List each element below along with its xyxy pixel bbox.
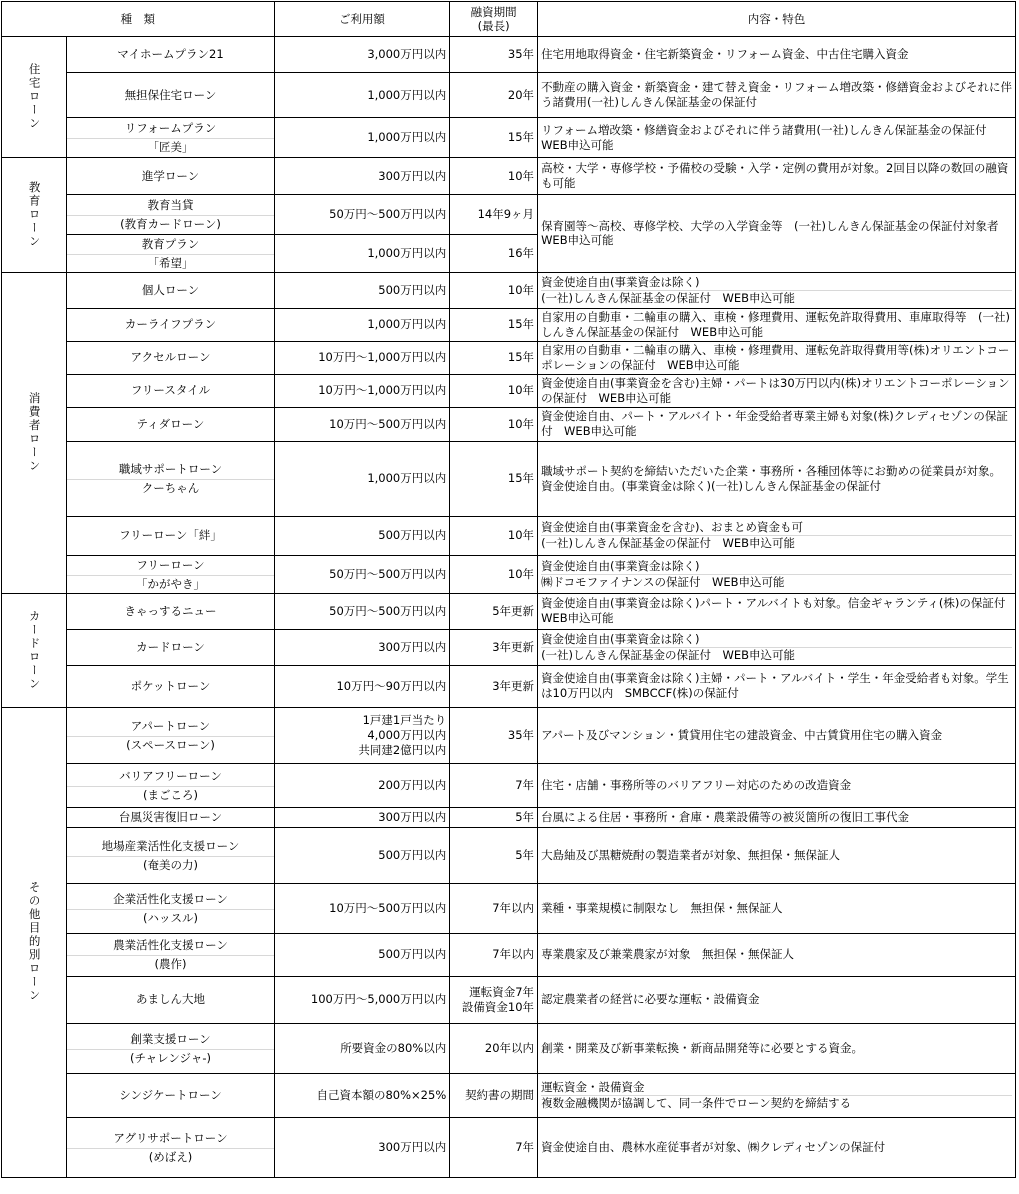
loan-name: リフォームプラン [124, 121, 217, 136]
loan-name: フリーローン「絆」 [119, 528, 222, 543]
loan-amount: 共同建2億円以内 [358, 742, 447, 757]
header-term-line1: 融資期間 [470, 4, 517, 19]
loan-term: 7年 [515, 777, 535, 792]
loan-description: 資金使途自由(事業資金は除く) [541, 558, 700, 573]
loan-term: 15年 [507, 317, 535, 332]
loan-amount-cell [274, 1023, 450, 1073]
loan-amount: 10万円～500万円以内 [329, 900, 447, 915]
loan-name-cell [67, 158, 274, 195]
loan-term: 15年 [507, 130, 535, 145]
loan-name-cell [67, 827, 274, 883]
table-row [2, 807, 1016, 827]
loan-description: 大島紬及び黒糖焼酎の製造業者が対象、無担保・無保証人 [541, 847, 841, 862]
loan-term: 10年 [507, 566, 535, 581]
loan-amount-cell [274, 976, 450, 1023]
loan-term-cell [450, 1023, 538, 1073]
loan-description: 資金使途自由、農林水産従事者が対象、㈱クレディセゾンの保証付 [541, 1139, 886, 1154]
loan-term: 10年 [507, 383, 535, 398]
loan-name-cell [67, 37, 274, 73]
table-row [2, 308, 1016, 341]
category-label: その他目的別ローン [27, 881, 42, 1003]
loan-term: 3年更新 [492, 678, 535, 693]
loan-name: マイホームプラン21 [117, 47, 224, 62]
loan-name-cell [67, 555, 274, 593]
loan-term-cell [450, 883, 538, 933]
loan-term-cell [450, 707, 538, 763]
loan-term: 15年 [507, 350, 535, 365]
loan-amount-cell [274, 341, 450, 374]
loan-amount-cell [274, 827, 450, 883]
loan-term-cell [450, 37, 538, 73]
table-row [2, 629, 1016, 665]
loan-term-cell [450, 1117, 538, 1177]
loan-description: 保育園等～高校、専修学校、大学の入学資金等 (一社)しんきん保証基金の保証付対象者 WEB申込可能 [541, 218, 1011, 248]
loan-term-cell [450, 441, 538, 516]
loan-term-cell [450, 272, 538, 308]
loan-description-cell [538, 308, 1016, 341]
loan-term-cell [450, 827, 538, 883]
loan-description: 認定農業者の経営に必要な運転・設備資金 [541, 992, 760, 1007]
loan-name-cell [67, 341, 274, 374]
loan-amount-cell [274, 763, 450, 807]
loan-description-cell [538, 195, 1016, 273]
loan-description: 資金使途自由(事業資金を含む)主婦・パートは30万円以内(株)オリエントコーポレーションの保証付 WEB申込可能 [541, 375, 1010, 405]
table-row [2, 555, 1016, 593]
table-row [2, 195, 1016, 235]
header-description: 内容・特色 [538, 2, 1016, 37]
loan-term-cell [450, 118, 538, 158]
loan-term: 14年9ヶ月 [477, 207, 535, 222]
loan-term-cell [450, 516, 538, 555]
loan-amount: 500万円以内 [378, 947, 447, 962]
category-label: 住宅ローン [27, 63, 42, 131]
loan-amount: 1,000万円以内 [367, 130, 447, 145]
header-row [2, 2, 1016, 37]
loan-amount-cell [274, 158, 450, 195]
loan-amount-cell [274, 308, 450, 341]
loan-description: 業種・事業規模に制限なし 無担保・無保証人 [541, 900, 783, 915]
loan-amount: 1,000万円以内 [367, 245, 447, 260]
loan-name: 台風災害復旧ローン [118, 809, 223, 824]
table-row [2, 763, 1016, 807]
loan-term: 7年以内 [492, 947, 535, 962]
header-type: 種 類 [2, 2, 275, 37]
loan-term-cell [450, 341, 538, 374]
loan-name: 農業活性化支援ローン [113, 938, 228, 953]
loan-amount: 10万円～1,000万円以内 [318, 383, 447, 398]
loan-name-cell [67, 118, 274, 158]
loan-name-cell [67, 374, 274, 407]
loan-term-cell [450, 763, 538, 807]
loan-description: 資金使途自由(事業資金は除く) [541, 631, 700, 646]
loan-nickname: (まごころ) [67, 786, 273, 804]
loan-term: 10年 [507, 168, 535, 183]
loan-nickname: 「希望」 [67, 254, 273, 272]
loan-description-cell [538, 516, 1016, 555]
loan-amount: 1戸建1戸当たり [362, 712, 447, 727]
loan-description-cell [538, 37, 1016, 73]
loan-term-cell [450, 593, 538, 629]
loan-nickname: (ハッスル) [67, 909, 273, 927]
loan-term-cell [450, 73, 538, 118]
loan-name: カードローン [136, 639, 205, 654]
loan-term: 10年 [507, 282, 535, 297]
loan-amount-cell [274, 235, 450, 273]
loan-description: 資金使途自由(事業資金は除く) [541, 274, 700, 289]
loan-description-cell [538, 1117, 1016, 1177]
loan-name: 進学ローン [141, 168, 200, 183]
loan-amount-cell [274, 407, 450, 441]
loan-name: 教育プラン [141, 237, 200, 251]
loan-description: 住宅用地取得資金・住宅新築資金・リフォーム資金、中古住宅購入資金 [541, 47, 909, 62]
table-row [2, 1117, 1016, 1177]
category-cell [2, 272, 67, 593]
loan-amount-cell [274, 933, 450, 976]
loan-description-cell [538, 763, 1016, 807]
loan-name: 個人ローン [141, 282, 200, 297]
loan-term: 20年以内 [484, 1040, 535, 1055]
table-row [2, 341, 1016, 374]
loan-amount: 100万円～5,000万円以内 [310, 992, 447, 1007]
loan-term: 運転資金7年 [469, 984, 535, 999]
loan-name-cell [67, 441, 274, 516]
loan-description: 住宅・店舗・事務所等のバリアフリー対応のための改造資金 [541, 777, 852, 792]
loan-amount-cell [274, 807, 450, 827]
loan-term-cell [450, 195, 538, 235]
loan-name-cell [67, 593, 274, 629]
loan-description: 資金使途自由、パート・アルバイト・年金受給者専業主婦も対象(株)クレディセゾンの保証付 WEB申込可能 [541, 409, 1008, 439]
loan-amount: 10万円～1,000万円以内 [318, 350, 447, 365]
loan-nickname: 「かがやき」 [67, 575, 273, 593]
loan-amount: 300万円以内 [378, 168, 447, 183]
loan-nickname: (チャレンジャ-) [67, 1049, 273, 1067]
loan-amount-cell [274, 374, 450, 407]
table-row [2, 1023, 1016, 1073]
table-row [2, 118, 1016, 158]
loan-term: 7年以内 [492, 900, 535, 915]
loan-term-cell [450, 807, 538, 827]
loan-term-cell [450, 1073, 538, 1117]
loan-name: バリアフリーローン [119, 768, 222, 783]
loan-description-cell [538, 976, 1016, 1023]
loan-term: 10年 [507, 528, 535, 543]
loan-description-cell [538, 272, 1016, 308]
table-row [2, 593, 1016, 629]
loan-amount: 1,000万円以内 [367, 471, 447, 486]
loan-description-cell [538, 341, 1016, 374]
loan-amount: 10万円～90万円以内 [336, 678, 447, 693]
loan-amount: 自己資本額の80%×25% [316, 1087, 447, 1102]
category-label: 教育ローン [27, 181, 42, 249]
loan-name-cell [67, 629, 274, 665]
loan-term: 35年 [507, 47, 535, 62]
loan-nickname: (めばえ) [67, 1148, 273, 1166]
loan-description-cell [538, 118, 1016, 158]
loan-description: 運転資金・設備資金 [541, 1079, 645, 1094]
loan-name-cell [67, 665, 274, 707]
table-row [2, 707, 1016, 763]
loan-description-cell [538, 707, 1016, 763]
loan-amount: 4,000万円以内 [367, 727, 447, 742]
loan-amount-cell [274, 1117, 450, 1177]
table-row [2, 158, 1016, 195]
loan-term: 契約書の期間 [465, 1087, 535, 1102]
loan-amount: 300万円以内 [378, 639, 447, 654]
loan-description: 資金使途自由(事業資金は除く)パート・アルバイトも対象。信金ギャランティ(株)の保証付 WEB申込可能 [541, 596, 1017, 626]
loan-name-cell [67, 707, 274, 763]
loan-description-cell [538, 374, 1016, 407]
loan-nickname: (農作) [67, 955, 273, 973]
table-row [2, 516, 1016, 555]
loan-name-cell [67, 1117, 274, 1177]
loan-amount: 300万円以内 [378, 1139, 447, 1154]
loan-description: 自家用の自動車・二輪車の購入、車検・修理費用、運転免許取得費用、車庫取得等 (一社)しんきん保証基金の保証付 WEB申込可能 [541, 309, 1011, 339]
loan-description-cell [538, 73, 1016, 118]
category-cell [2, 593, 67, 707]
table-row [2, 665, 1016, 707]
table-row [2, 272, 1016, 308]
table-row [2, 933, 1016, 976]
loan-name: アクセルローン [130, 350, 211, 365]
loan-name-cell [67, 976, 274, 1023]
loan-term-cell [450, 976, 538, 1023]
loan-description: 不動産の購入資金・新築資金・建て替え資金・リフォーム増改築・修繕資金およびそれに伴う諸費用(一社)しんきん保証基金の保証付 [541, 80, 1012, 109]
loan-amount: 300万円以内 [378, 809, 447, 824]
loan-description: 資金使途自由(事業資金を含む)、おまとめ資金も可 [541, 520, 804, 535]
loan-term: 7年 [515, 1139, 535, 1154]
loan-description-cell [538, 827, 1016, 883]
loan-term: 5年 [515, 809, 535, 824]
loan-name: ポケットローン [130, 678, 211, 693]
loan-name: ティダローン [136, 416, 205, 431]
loan-name-cell [67, 308, 274, 341]
loan-amount: 3,000万円以内 [367, 47, 447, 62]
loan-amount-cell [274, 555, 450, 593]
loan-name: 企業活性化支援ローン [113, 891, 228, 906]
loan-description: アパート及びマンション・賃貸用住宅の建設資金、中古賃貸用住宅の購入資金 [541, 727, 943, 742]
table-row [2, 976, 1016, 1023]
loan-name: あましん大地 [135, 992, 205, 1007]
loan-amount-cell [274, 1073, 450, 1117]
loan-term-cell [450, 933, 538, 976]
loan-amount-cell [274, 73, 450, 118]
loan-amount: 10万円～500万円以内 [329, 416, 447, 431]
loan-nickname: (教育カードローン) [67, 215, 273, 233]
loan-description: ㈱ドコモファイナンスの保証付 WEB申込可能 [541, 574, 1012, 590]
loan-name-cell [67, 1023, 274, 1073]
loan-description-cell [538, 158, 1016, 195]
category-cell [2, 158, 67, 273]
loan-description-cell [538, 629, 1016, 665]
loan-term: 3年更新 [492, 639, 535, 654]
loan-term: 10年 [507, 416, 535, 431]
loan-amount-cell [274, 37, 450, 73]
table-row [2, 827, 1016, 883]
loan-description-cell [538, 1073, 1016, 1117]
loan-term: 16年 [507, 245, 535, 260]
loan-amount-cell [274, 118, 450, 158]
loan-name-cell [67, 407, 274, 441]
loan-name: フリースタイル [130, 383, 211, 398]
table-row [2, 73, 1016, 118]
loan-term-cell [450, 308, 538, 341]
category-label: 消費者ローン [27, 392, 42, 474]
category-label: カードローン [27, 609, 42, 691]
table-row [2, 407, 1016, 441]
table-row [2, 441, 1016, 516]
table-row [2, 374, 1016, 407]
loan-name-cell [67, 73, 274, 118]
header-term [450, 2, 538, 37]
loan-description-cell [538, 407, 1016, 441]
loan-name: カーライフプラン [124, 317, 217, 332]
header-amount: ご利用額 [274, 2, 450, 37]
loan-name: アパートローン [130, 718, 211, 733]
loan-term-cell [450, 158, 538, 195]
loan-amount-cell [274, 883, 450, 933]
loan-description: 高校・大学・専修学校・予備校の受験・入学・定例の費用が対象。2回目以降の数回の融資も可能 [541, 161, 1009, 190]
loan-nickname: クーちゃん [67, 479, 273, 497]
loan-term: 設備資金10年 [461, 999, 535, 1014]
loan-name: シンジケートローン [119, 1087, 222, 1102]
loan-amount-cell [274, 441, 450, 516]
loan-term-cell [450, 665, 538, 707]
loan-name-cell [67, 883, 274, 933]
loan-description-cell [538, 883, 1016, 933]
loan-amount-cell [274, 516, 450, 555]
loan-amount: 1,000万円以内 [367, 317, 447, 332]
loan-name: きゃっするニュー [124, 603, 217, 618]
loan-term-cell [450, 374, 538, 407]
loan-name: アグリサポートローン [113, 1130, 228, 1145]
loan-description-cell [538, 807, 1016, 827]
loan-description-cell [538, 1023, 1016, 1073]
loan-description-cell [538, 593, 1016, 629]
loan-nickname: (スペースローン) [67, 736, 273, 754]
loan-name: 職域サポートローン [118, 462, 223, 477]
category-cell [2, 707, 67, 1177]
loan-name-cell [67, 933, 274, 976]
loan-amount: 500万円以内 [378, 282, 447, 297]
loan-amount-cell [274, 665, 450, 707]
loan-name-cell [67, 195, 274, 235]
loan-term-cell [450, 235, 538, 273]
loan-amount-cell [274, 195, 450, 235]
loan-description: (一社)しんきん保証基金の保証付 WEB申込可能 [541, 290, 1012, 306]
loan-amount-cell [274, 629, 450, 665]
loan-description: 自家用の自動車・二輪車の購入、車検・修理費用、運転免許取得費用等(株)オリエントコーポレーションの保証付 WEB申込可能 [541, 342, 1010, 372]
loan-term: 5年 [515, 847, 535, 862]
loan-term: 20年 [507, 87, 535, 102]
loan-nickname: (奄美の力) [67, 856, 273, 874]
loan-products-table [1, 1, 1016, 1178]
loan-description-cell [538, 933, 1016, 976]
loan-description: (一社)しんきん保証基金の保証付 WEB申込可能 [541, 647, 1012, 663]
loan-name: 教育当貸 [147, 198, 194, 213]
loan-name: 創業支援ローン [130, 1031, 211, 1046]
loan-amount: 500万円以内 [378, 528, 447, 543]
loan-term-cell [450, 407, 538, 441]
table-row [2, 1073, 1016, 1117]
loan-name: フリーローン [136, 557, 205, 572]
loan-description: 複数金融機関が協調して、同一条件でローン契約を締結する [541, 1095, 1012, 1111]
header-term-line2: (最長) [477, 19, 510, 33]
loan-description: リフォーム増改築・修繕資金およびそれに伴う諸費用(一社)しんきん保証基金の保証付 WEB申込可能 [541, 122, 998, 152]
loan-name: 地場産業活性化支援ローン [101, 838, 240, 853]
loan-name-cell [67, 807, 274, 827]
loan-description-cell [538, 441, 1016, 516]
loan-nickname: 「匠美」 [67, 138, 273, 156]
loan-amount-cell [274, 707, 450, 763]
loan-description: 創業・開業及び新事業転換・新商品開発等に必要とする資金。 [541, 1040, 864, 1055]
loan-description: 専業農家及び兼業農家が対象 無担保・無保証人 [541, 947, 795, 962]
loan-amount: 1,000万円以内 [367, 87, 447, 102]
loan-term: 15年 [507, 471, 535, 486]
loan-amount: 50万円～500万円以内 [329, 207, 447, 222]
loan-amount: 所要資金の80%以内 [340, 1040, 447, 1055]
loan-description: (一社)しんきん保証基金の保証付 WEB申込可能 [541, 535, 1012, 551]
loan-description: 台風による住居・事務所・倉庫・農業設備等の被災箇所の復旧工事代金 [541, 809, 910, 824]
loan-name-cell [67, 1073, 274, 1117]
category-cell [2, 37, 67, 158]
loan-name-cell [67, 763, 274, 807]
loan-name-cell [67, 235, 274, 273]
loan-term-cell [450, 555, 538, 593]
loan-amount: 50万円～500万円以内 [329, 603, 447, 618]
loan-name-cell [67, 516, 274, 555]
loan-term: 5年更新 [492, 603, 535, 618]
loan-amount: 500万円以内 [378, 847, 447, 862]
loan-description-cell [538, 555, 1016, 593]
loan-name-cell [67, 272, 274, 308]
loan-amount: 50万円～500万円以内 [329, 566, 447, 581]
loan-description: 職域サポート契約を締結いただいた企業・事務所・各種団体等にお勤めの従業員が対象。資金使途自由。(事業資金は除く)(一社)しんきん保証基金の保証付 [541, 463, 1002, 493]
loan-term: 35年 [507, 727, 535, 742]
loan-description-cell [538, 665, 1016, 707]
loan-name: 無担保住宅ローン [124, 87, 217, 102]
loan-description: 資金使途自由(事業資金は除く)主婦・パート・アルバイト・学生・年金受給者も対象。学生は10万円以内 SMBCCF(株)の保証付 [541, 671, 1009, 701]
loan-term-cell [450, 629, 538, 665]
table-row [2, 883, 1016, 933]
loan-amount: 200万円以内 [378, 777, 447, 792]
loan-amount-cell [274, 593, 450, 629]
table-row [2, 37, 1016, 73]
loan-amount-cell [274, 272, 450, 308]
